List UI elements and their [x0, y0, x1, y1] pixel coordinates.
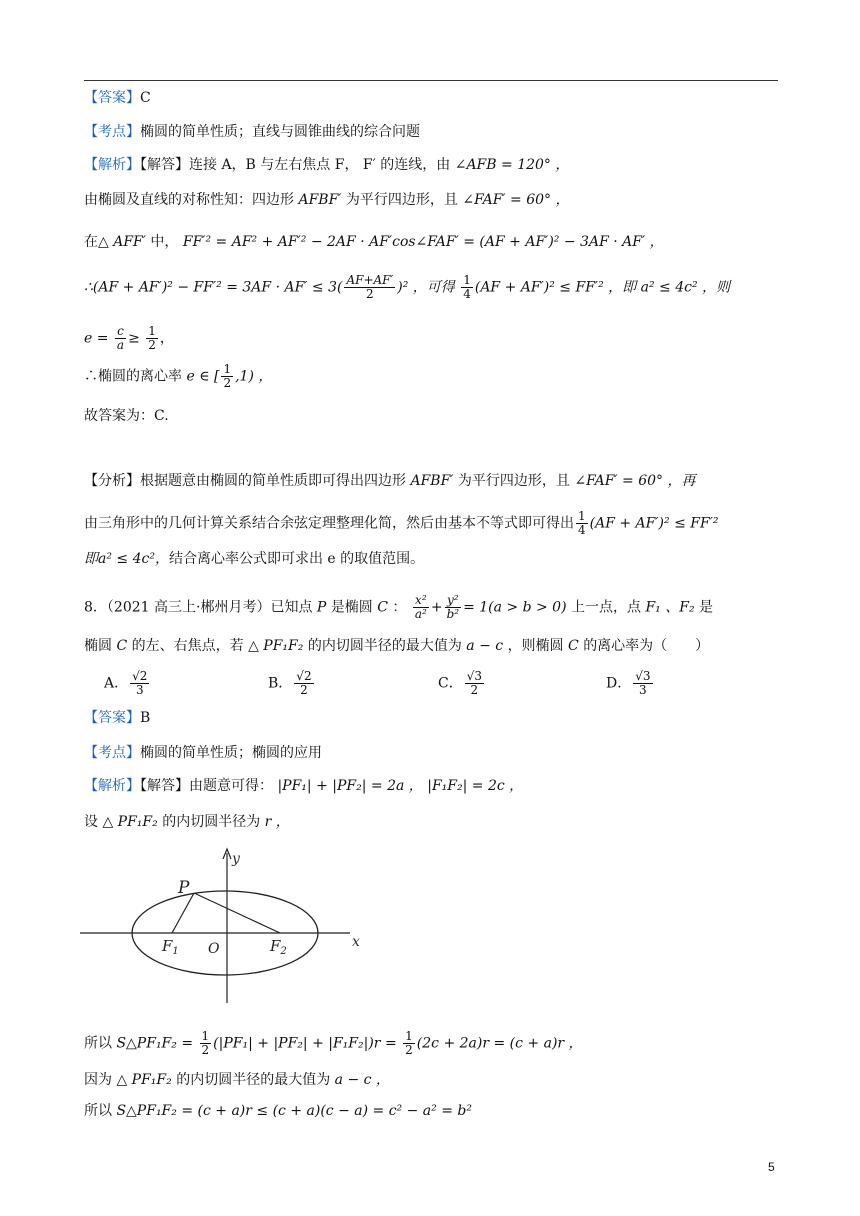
q8-answer-line: 【答案】B [84, 710, 151, 726]
q8-point-line: 【考点】椭圆的简单性质；椭圆的应用 [84, 745, 322, 761]
analysis-line-2: 由椭圆及直线的对称性知：四边形 AFBF′ 为平行四边形，且 ∠FAF′ = 60° ， [84, 192, 570, 208]
fenxi-line-2: 由三角形中的几何计算关系结合余弦定理整理化简，然后由基本不等式即可得出 $\frac{1}{4}$ (AF + AF′)² ≤ FF′² [84, 509, 719, 537]
segment-pf2 [194, 893, 280, 933]
ellipse-figure [80, 845, 380, 1005]
analysis-line-6: ∴椭圆的离心率 e ∈ [ $\frac{1}{2}$ ,1) ， [84, 362, 273, 390]
option-d: D． $\frac{√3}{3}$ [606, 669, 651, 697]
analysis-line-4: ∴(AF + AF′)² − FF′² = 3AF · AF′ ≤ 3( $\frac{AF+AF'}{2}$ )² ，可得 $\frac{1}{4}$ (AF + AF′)² ≤ FF′² ，即 a² ≤ 4c² ，则 [84, 273, 731, 301]
q8-solution-line-2: 设 △ PF₁F₂ 的内切圆半径为 r ， [84, 814, 290, 830]
q8-solution-line-3: 所以 S△PF₁F₂ = $\frac{1}{2}$ (|PF₁| + |PF₂| + |F₁F₂|)r = $\frac{1}{2}$ (2c + 2a)r = (c + a)r ， [84, 1029, 583, 1057]
option-b: B． $\frac{√2}{2}$ [268, 669, 312, 697]
analysis-line-1: 【解析】【解答】连接 A，B 与左右焦点 F， F′ 的连线，由 ∠AFB = 120° ， [84, 157, 570, 173]
fenxi-line-1: 【分析】根据题意由椭圆的简单性质即可得出四边形 AFBF′ 为平行四边形，且 ∠FAF′ = 60° ，再 [84, 473, 696, 489]
question-8-line-1: 8．（2021 高三上·郴州月考）已知点 P 是椭圆 C ： $\frac{\text{x²}}{\text{a²}}$ + $\frac{\text{y²}}{\text{b²}}$ = 1(a > b > 0) 上一点，点 F₁ 、F₂ 是 [84, 593, 714, 621]
segment-pf1 [172, 893, 194, 933]
q8-solution-line-5: 所以 S△PF₁F₂ = (c + a)r ≤ (c + a)(c − a) = c² − a² = b² [84, 1103, 472, 1119]
p-label: P [178, 878, 190, 898]
point-line: 【考点】椭圆的简单性质；直线与圆锥曲线的综合问题 [84, 124, 420, 140]
option-c: C． $\frac{√3}{2}$ [438, 669, 482, 697]
fenxi-line-3: 即a² ≤ 4c²，结合离心率公式即可求出 e 的取值范围。 [84, 551, 425, 567]
f2-label: $F_2$ [270, 937, 287, 957]
analysis-line-3: 在△ AFF′ 中， FF′² = AF² + AF′² − 2AF · AF′cos∠FAF′ = (AF + AF′)² − 3AF · AF′ ， [84, 234, 664, 250]
answer-line: 【答案】C [84, 90, 151, 106]
analysis-line-5: e = $\frac{c}{a}$ ≥ $\frac{1}{2}$ ， [84, 324, 174, 352]
o-label: O [208, 941, 220, 957]
f1-label: $F_1$ [162, 937, 179, 957]
page-number: 5 [768, 1160, 775, 1174]
x-label: x [352, 934, 360, 950]
y-label: y [232, 851, 240, 867]
header-rule [84, 80, 778, 81]
question-8-line-2: 椭圆 C 的左、右焦点，若 △ PF₁F₂ 的内切圆半径的最大值为 a − c ，则椭圆 C 的离心率为（ ） [84, 638, 710, 654]
option-a: A． $\frac{√2}{3}$ [104, 669, 148, 697]
q8-solution-line-4: 因为 △ PF₁F₂ 的内切圆半径的最大值为 a − c ， [84, 1072, 390, 1088]
analysis-line-7: 故答案为：C. [84, 408, 169, 424]
q8-solution-line-1: 【解析】【解答】由题意可得： |PF₁| + |PF₂| = 2a ， |F₁F₂| = 2c ， [84, 778, 524, 794]
